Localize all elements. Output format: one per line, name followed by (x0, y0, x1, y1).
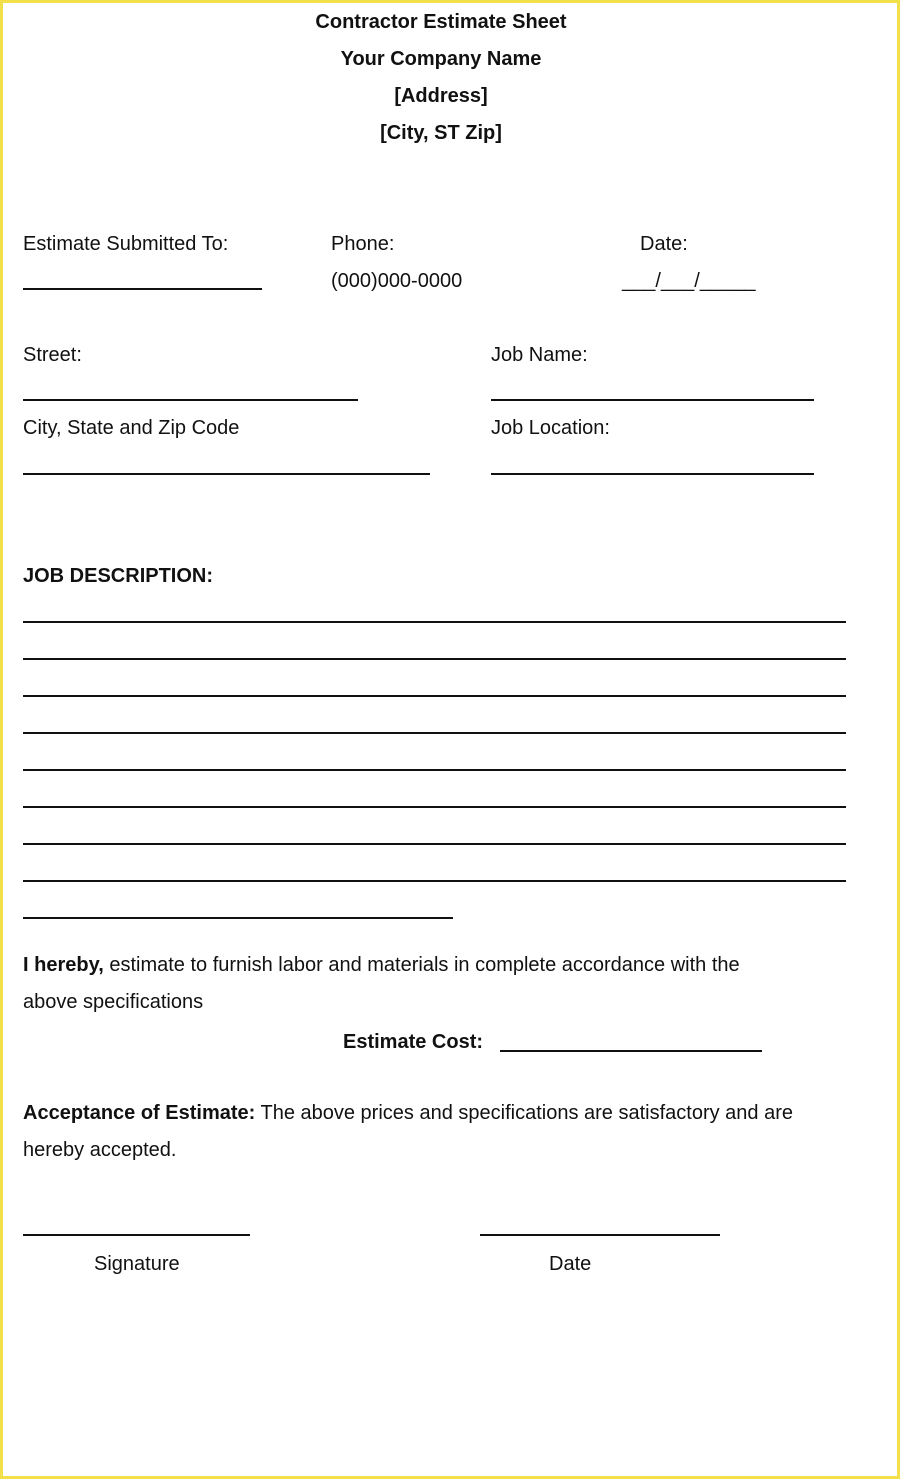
city-state-zip-label: City, State and Zip Code (23, 417, 240, 439)
submitted-to-line[interactable] (23, 288, 262, 290)
acceptance-statement (23, 1095, 883, 1169)
company-address: [Address] (394, 85, 488, 107)
job-description-line[interactable] (23, 695, 846, 697)
signature-date-line[interactable] (480, 1234, 720, 1236)
job-description-line[interactable] (23, 621, 846, 623)
job-description-line[interactable] (23, 769, 846, 771)
street-label: Street: (23, 344, 82, 366)
job-description-line[interactable] (23, 843, 846, 845)
hereby-text-2: above specifications (23, 991, 204, 1013)
job-description-line[interactable] (23, 917, 453, 919)
hereby-statement (23, 947, 873, 1021)
job-description-line[interactable] (23, 806, 846, 808)
job-name-line[interactable] (491, 399, 814, 401)
date-blank[interactable]: ___/___/_____ (622, 270, 756, 292)
phone-label: Phone: (331, 233, 395, 255)
job-description-line[interactable] (23, 880, 846, 882)
acceptance-bold: Acceptance of Estimate: (23, 1102, 256, 1124)
hereby-bold: I hereby, (23, 954, 104, 976)
job-name-label: Job Name: (491, 344, 588, 366)
job-description-heading: JOB DESCRIPTION: (23, 565, 214, 587)
job-description-line[interactable] (23, 658, 846, 660)
hereby-text: estimate to furnish labor and materials in complete accordance with the (103, 954, 740, 976)
street-line[interactable] (23, 399, 358, 401)
submitted-to-label: Estimate Submitted To: (23, 233, 229, 255)
company-city: [City, ST Zip] (380, 122, 502, 144)
acceptance-text-2: hereby accepted. (23, 1139, 177, 1161)
signature-line[interactable] (23, 1234, 250, 1236)
job-description-line[interactable] (23, 732, 846, 734)
signature-label: Signature (94, 1253, 180, 1275)
job-location-line[interactable] (491, 473, 814, 475)
job-location-label: Job Location: (491, 417, 610, 439)
phone-value: (000)000-0000 (331, 270, 463, 292)
company-name: Your Company Name (340, 48, 542, 70)
document-title: Contractor Estimate Sheet (315, 11, 567, 33)
estimate-cost-line[interactable] (500, 1050, 762, 1052)
estimate-cost-label: Estimate Cost: (343, 1031, 484, 1053)
acceptance-text: The above prices and specifications are satisfactory and are (255, 1102, 794, 1124)
signature-date-label: Date (549, 1253, 592, 1275)
date-label: Date: (640, 233, 688, 255)
city-state-zip-line[interactable] (23, 473, 430, 475)
